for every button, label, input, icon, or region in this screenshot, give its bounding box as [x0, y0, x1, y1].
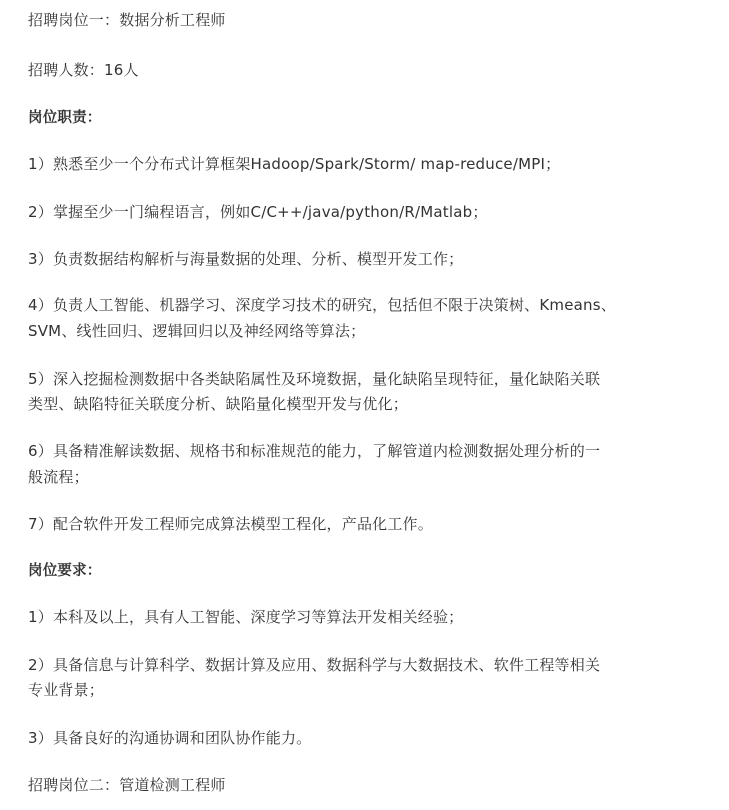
position1-title: 招聘岗位一：数据分析工程师 [28, 11, 226, 29]
duty-item-5-line-2: 类型、缺陷特征关联度分析、缺陷量化模型开发与优化； [28, 395, 409, 413]
requirement-item-2-line-2: 专业背景； [28, 681, 105, 699]
duties-heading: 岗位职责： [28, 110, 102, 126]
duty-item-7: 7）配合软件开发工程师完成算法模型工程化，产品化工作。 [28, 515, 433, 533]
duty-item-2: 2）掌握至少一门编程语言，例如C/C++/java/python/R/Matlab； [28, 203, 488, 221]
duty-item-4-line-1: 4）负责人工智能、机器学习、深度学习技术的研究，包括但不限于决策树、Kmeans、 [28, 296, 616, 314]
position1-headcount: 招聘人数：16人 [28, 61, 139, 79]
duty-item-4-line-2: SVM、线性回归、逻辑回归以及神经网络等算法； [28, 322, 366, 340]
position2-title: 招聘岗位二：管道检测工程师 [28, 776, 226, 794]
requirements-heading: 岗位要求： [28, 563, 102, 579]
requirement-item-2-line-1: 2）具备信息与计算科学、数据计算及应用、数据科学与大数据技术、软件工程等相关 [28, 656, 601, 674]
requirement-item-3: 3）具备良好的沟通协调和团队协作能力。 [28, 729, 312, 747]
duty-item-5-line-1: 5）深入挖掘检测数据中各类缺陷属性及环境数据，量化缺陷呈现特征，量化缺陷关联 [28, 370, 601, 388]
duty-item-6-line-2: 般流程； [28, 468, 89, 486]
duty-item-3: 3）负责数据结构解析与海量数据的处理、分析、模型开发工作； [28, 250, 464, 268]
duty-item-1: 1）熟悉至少一个分布式计算框架Hadoop/Spark/Storm/ map-reduce/MPI； [28, 155, 561, 173]
requirement-item-1: 1）本科及以上，具有人工智能、深度学习等算法开发相关经验； [28, 608, 464, 626]
duty-item-6-line-1: 6）具备精准解读数据、规格书和标准规范的能力，了解管道内检测数据处理分析的一 [28, 442, 601, 460]
